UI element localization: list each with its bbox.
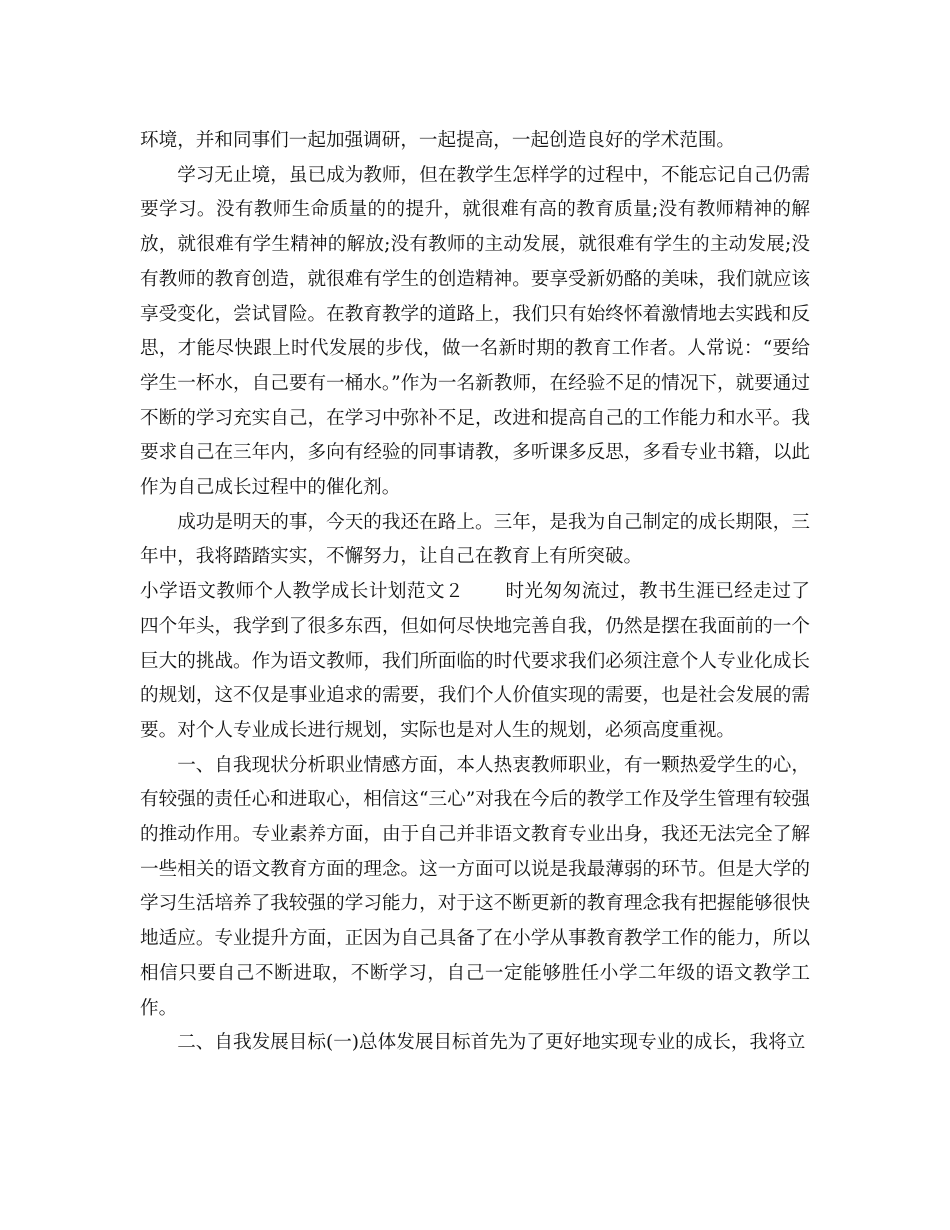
section-title: 小学语文教师个人教学成长计划范文２ [140, 581, 465, 603]
paragraph-self-analysis: 一、自我现状分析职业情感方面，本人热衷教师职业，有一颗热爱学生的心，有较强的责任心和进取心，相信这“三心”对我在今后的教学工作及学生管理有较强的推动作用。专业素养方面，由于自己并非语文教育专业出身，我还无法完全了解一些相关的语文教育方面的理念。这一方面可以说是我最薄弱的环节。但是大学的学习生活培养了我较强的学习能力，对于这不断更新的教育理念我有把握能够很快地适应。专业提升方面，正因为自己具备了在小学从事教育教学工作的能力，所以相信只要自己不断进取，不断学习，自己一定能够胜任小学二年级的语文教学工作。 [140, 754, 810, 1019]
paragraph-development-goals: 二、自我发展目标(一)总体发展目标首先为了更好地实现专业的成长，我将立 [177, 1032, 806, 1054]
section-intro: 时光匆匆流过，教书生涯已经走过了四个年头，我学到了很多东西，但如何尽快地完善自我，仍然是摆在我面前的一个巨大的挑战。作为语文教师，我们所面临的时代要求我们必须注意个人专业化成长的规划，这不仅是事业追求的需要，我们个人价值实现的需要，也是社会发展的需要。对个人专业成长进行规划，实际也是对人生的规划，必须高度重视。 [140, 581, 810, 741]
paragraph-learning: 学习无止境，虽已成为教师，但在教学生怎样学的过程中，不能忘记自己仍需要学习。没有教师生命质量的的提升，就很难有高的教育质量;没有教师精神的解放，就很难有学生精神的解放;没有教师的主动发展，就很难有学生的主动发展;没有教师的教育创造，就很难有学生的创造精神。要享受新奶酪的美味，我们就应该享受变化，尝试冒险。在教育教学的道路上，我们只有始终怀着激情地去实践和反思，才能尽快跟上时代发展的步伐，做一名新时期的教育工作者。人常说：“要给学生一杯水，自己要有一桶水。”作为一名新教师，在经验不足的情况下，就要通过不断的学习充实自己，在学习中弥补不足，改进和提高自己的工作能力和水平。我要求自己在三年内，多向有经验的同事请教，多听课多反思，多看专业书籍，以此作为自己成长过程中的催化剂。 [140, 164, 810, 499]
paragraph-continuation: 环境，并和同事们一起加强调研，一起提高，一起创造良好的学术范围。 [140, 130, 736, 151]
paragraph-success: 成功是明天的事，今天的我还在路上。三年，是我为自己制定的成长期限，三年中，我将踏踏实实，不懈努力，让自己在教育上有所突破。 [140, 511, 810, 568]
document-body [140, 124, 810, 1061]
section-heading-paragraph [140, 575, 810, 749]
